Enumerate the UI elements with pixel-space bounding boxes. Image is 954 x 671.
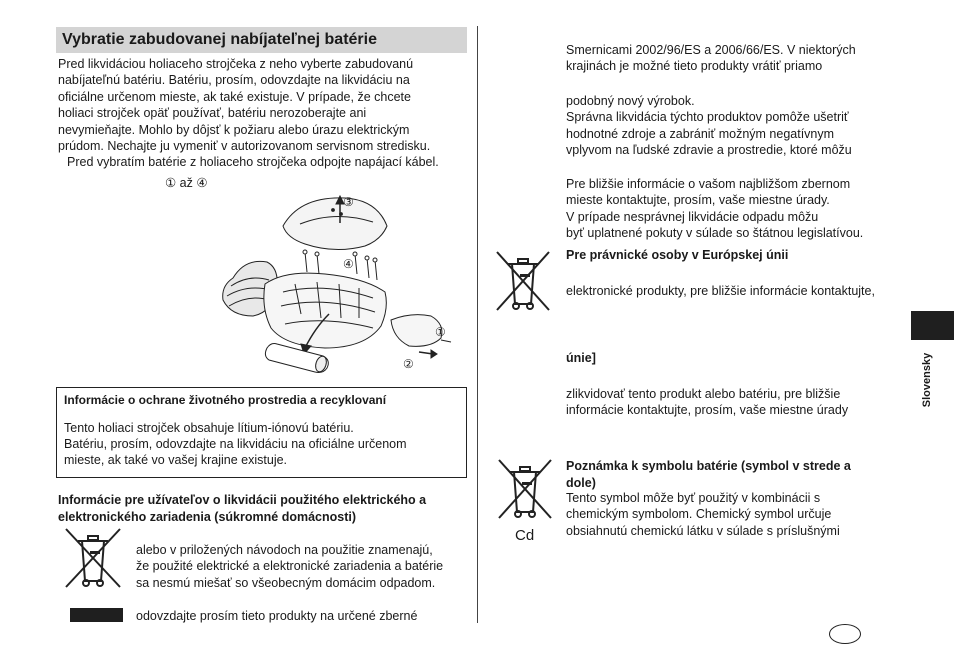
intro-paragraph (58, 56, 470, 171)
right-block-1 (566, 42, 906, 75)
intro-line: nevymieňajte. Mohlo by dôjsť k požiaru alebo úrazu elektrickým (58, 122, 410, 137)
environment-info-box (56, 387, 467, 478)
intro-line: nabíjateľnú batériu. Batériu, prosím, odovzdajte na likvidáciu na (58, 73, 410, 88)
info-box-line: Tento holiaci strojček obsahuje lítium-iónovú batériu. (64, 421, 354, 435)
right-line: mieste kontaktujte, prosím, vaše miestne úrady. (566, 193, 830, 208)
weee-line: sa nesmú miešať so všeobecným domácim odpadom. (136, 575, 436, 590)
black-bar-symbol (70, 608, 123, 622)
language-tab (911, 311, 954, 340)
right-line: Správna likvidácia týchto produktov pomôže ušetriť (566, 110, 849, 125)
right-line: hodnotné zdroje a zabrániť možným negatívnym (566, 126, 835, 141)
right-line: informácie kontaktujte, prosím, vaše miestne úrady (566, 403, 849, 418)
crossed-bin-icon (64, 527, 124, 591)
right-line: Smernicami 2002/96/ES a 2006/66/ES. V niektorých (566, 43, 856, 57)
info-box-line: mieste, ak také vo vašej krajine existuje. (64, 453, 288, 467)
cd-chemical-symbol: Cd (515, 527, 535, 544)
weee-line: že použité elektrické a elektronické zariadenia a batérie (136, 559, 444, 574)
info-box-title: Informácie o ochrane životného prostredia a recyklovaní (64, 393, 387, 407)
info-box-text (64, 420, 459, 468)
right-block-3 (566, 176, 906, 242)
battery-note-paragraph (566, 490, 896, 539)
page-number-oval (829, 624, 861, 644)
right-line: V prípade nesprávnej likvidácie odpadu môžu (566, 209, 819, 224)
figure-label-2: ② (403, 357, 414, 371)
right-line: obsiahnutú chemickú látku v súlade s príslušnými (566, 523, 840, 538)
column-divider (477, 26, 478, 623)
figure-label-4: ④ (343, 257, 354, 271)
section-heading: Vybratie zabudovanej nabíjateľnej batérie (56, 27, 467, 53)
battery-note-heading (566, 458, 896, 492)
intro-line: Pred vybratím batérie z holiaceho strojčeka odpojte napájací kábel. (67, 155, 439, 170)
right-line: chemickým symbolom. Chemický symbol určuje (566, 507, 832, 522)
intro-line: Pred likvidáciou holiaceho strojčeka z neho vyberte zabudovanú (58, 57, 414, 71)
info-box-line: Batériu, prosím, odovzdajte na likvidáciu na oficiálne určenom (64, 437, 407, 451)
intro-line: prúdom. Nechajte ju vymeniť v autorizovanom servisnom stredisku. (58, 139, 431, 154)
figure-label-3: ③ (343, 195, 354, 209)
outside-eu-paragraph (566, 386, 906, 419)
right-line: krajinách je možné tieto produkty vrátiť priamo (566, 59, 823, 74)
right-line: vplyvom na ľudské zdravie a prostredie, ktoré môžu (566, 143, 852, 158)
battery-note-heading-line: dole) (566, 476, 596, 490)
language-label: Slovensky (921, 352, 933, 408)
weee-line: alebo v priložených návodoch na použitie znamenajú, (136, 543, 433, 557)
steps-label: ① až ④ (165, 176, 208, 190)
shaver-disassembly-illustration (205, 188, 465, 378)
outside-eu-heading: únie] (566, 351, 596, 365)
weee-heading-line: elektronického zariadenia (súkromné domácnosti) (58, 510, 356, 524)
right-line: zlikvidovať tento produkt alebo batériu, pre bližšie (566, 387, 841, 401)
business-line: elektronické produkty, pre bližšie informácie kontaktujte, (566, 284, 875, 298)
weee-paragraph (136, 542, 468, 591)
right-line: byť uplatnené pokuty v súlade so štátnou legislatívou. (566, 226, 864, 241)
intro-line: oficiálne určenom mieste, ak také existuje. V prípade, že chcete (58, 89, 411, 104)
weee-heading (58, 492, 470, 526)
bottom-line: odovzdajte prosím tieto produkty na určené zberné (136, 609, 418, 623)
right-line: podobný nový výrobok. (566, 94, 695, 108)
crossed-bin-icon (495, 250, 553, 314)
weee-heading-line: Informácie pre užívateľov o likvidácii použitého elektrického a (58, 493, 427, 507)
business-heading: Pre právnické osoby v Európskej únii (566, 248, 789, 262)
crossed-bin-icon (497, 458, 555, 522)
right-line: Tento symbol môže byť použitý v kombinácii s (566, 491, 821, 505)
battery-note-heading-line: Poznámka k symbolu batérie (symbol v strede a (566, 459, 851, 473)
right-line: Pre bližšie informácie o vašom najbližšom zbernom (566, 177, 851, 191)
figure-label-1: ① (435, 325, 446, 339)
right-block-2 (566, 93, 906, 159)
intro-line: holiaci strojček opäť používať, batériu nerozoberajte ani (58, 106, 367, 121)
